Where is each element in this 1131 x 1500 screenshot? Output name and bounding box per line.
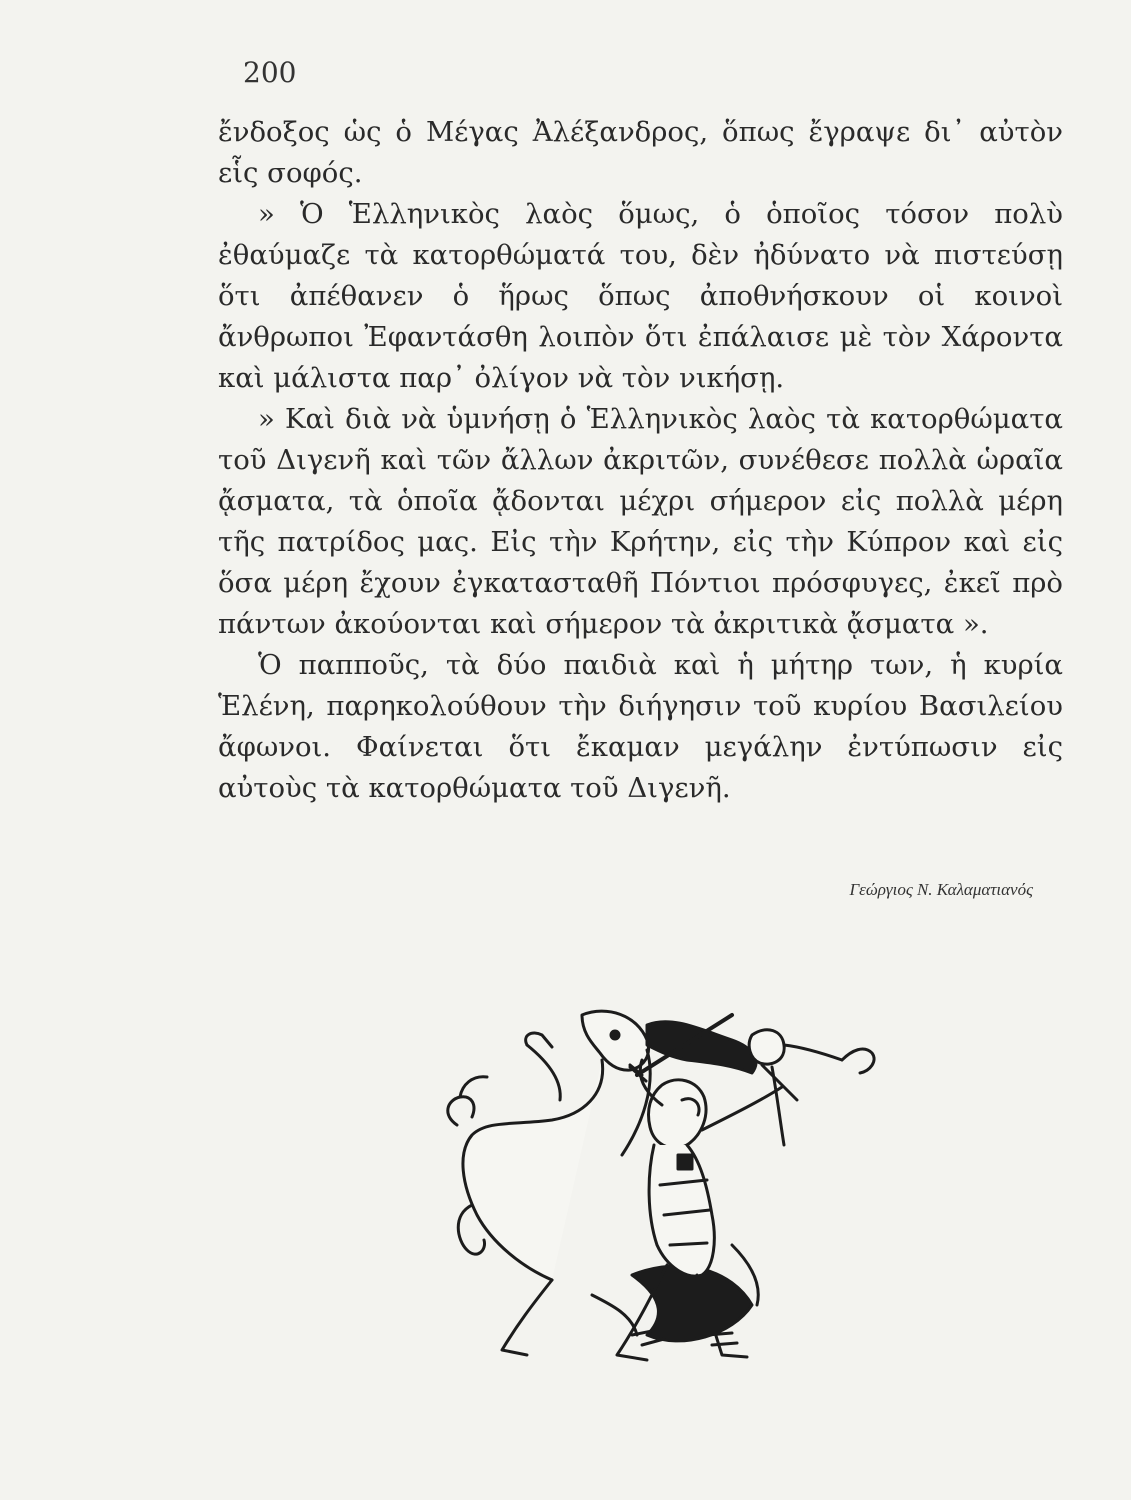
paragraph-2: » Ὁ Ἑλληνικὸς λαὸς ὅμως, ὁ ὁποῖος τόσον πολὺ ἐθαύμαζε τὰ κατορθώματά του, δὲν ἠδύνατο νὰ πιστεύσῃ ὅτι ἀπέθανεν ὁ ἥρως ὅπως ἀποθνήσκουν οἱ κοινοὶ ἄνθρωποι Ἐφαντάσθη λοιπὸν ὅτι ἐπάλαισε μὲ τὸν Χάροντα καὶ μάλιστα παρ᾽ ὀλίγον νὰ τὸν νικήσῃ. bbox=[218, 198, 1063, 394]
author-signature: Γεώργιος Ν. Καλαματιανός bbox=[849, 880, 1033, 899]
body-text bbox=[218, 112, 1063, 809]
paragraph-3: » Καὶ διὰ νὰ ὑμνήσῃ ὁ Ἑλληνικὸς λαὸς τὰ κατορθώματα τοῦ Διγενῆ καὶ τῶν ἄλλων ἀκριτῶν, συνέθεσε πολλὰ ὡραῖα ᾄσματα, τὰ ὁποῖα ᾄδονται μέχρι σήμερον εἰς πολλὰ μέρη τῆς πατρίδος μας. Εἰς τὴν Κρήτην, εἰς τὴν Κύπρον καὶ εἰς ὅσα μέρη ἔχουν ἐγκατασταθῆ Πόντιοι πρόσφυγες, ἐκεῖ πρὸ πάντων ἀκούονται καὶ σήμερον τὰ ἀκριτικὰ ᾄσματα ». bbox=[218, 403, 1063, 640]
page-number: 200 bbox=[243, 56, 297, 89]
paragraph-1: ἔνδοξος ὡς ὁ Μέγας Ἀλέξανδρος, ὅπως ἔγραψε δι᾽ αὐτὸν εἷς σοφός. bbox=[218, 116, 1063, 189]
paragraph-4: Ὁ παπποῦς, τὰ δύο παιδιὰ καὶ ἡ μήτηρ των, ἡ κυρία Ἑλένη, παρηκολούθουν τὴν διήγησιν τοῦ κυρίου Βασιλείου ἄφωνοι. Φαίνεται ὅτι ἔκαμαν μεγάλην ἐντύπωσιν εἰς αὐτοὺς τὰ κατορθώματα τοῦ Διγενῆ. bbox=[218, 649, 1063, 804]
rider-on-rearing-horse-fighting-illustration bbox=[432, 1005, 922, 1380]
